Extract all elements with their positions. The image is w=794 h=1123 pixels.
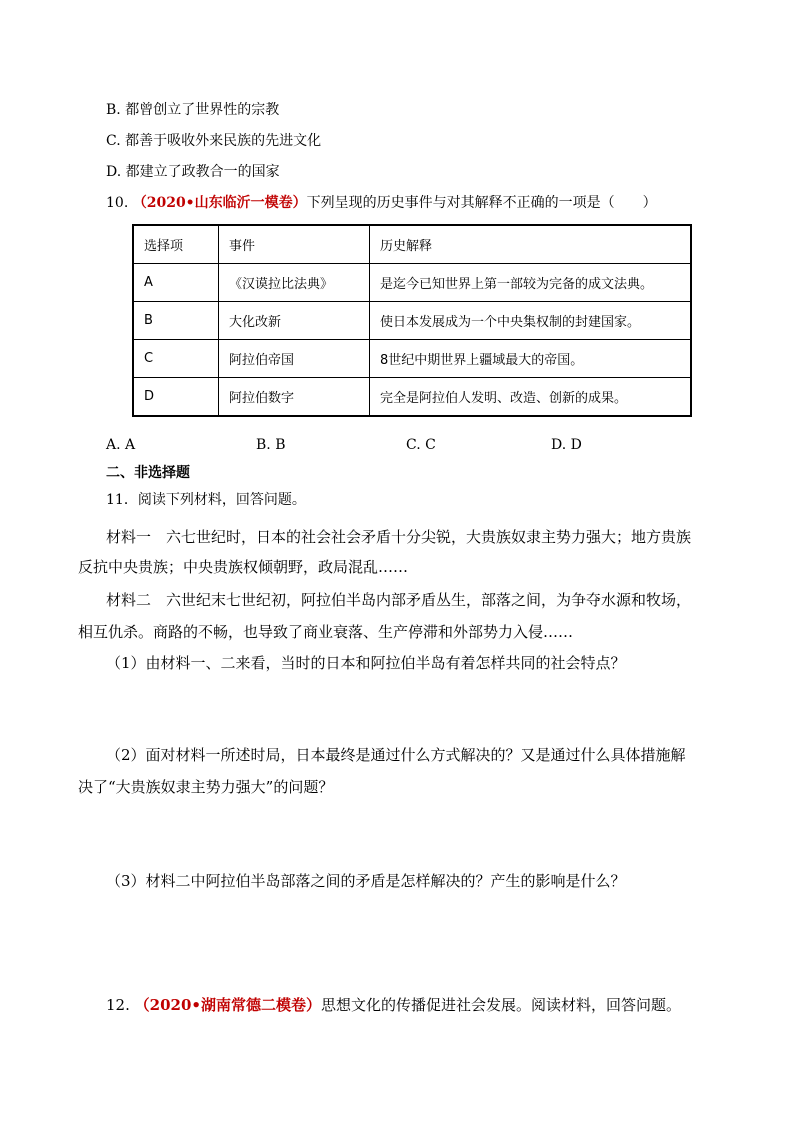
header-event: 事件 xyxy=(219,225,370,264)
table-row xyxy=(133,378,691,417)
q11-material1-line1: 材料一 六七世纪时，日本的社会社会矛盾十分尖锐，大贵族奴隶主势力强大；地方贵族 xyxy=(106,528,692,546)
row-option: C xyxy=(133,340,219,378)
q12-stem xyxy=(106,995,681,1015)
q10-question: 下列呈现的历史事件与对其解释不正确的一项是（ ） xyxy=(306,195,657,211)
answer-a: A. A xyxy=(106,437,136,453)
answer-d: D. D xyxy=(551,437,582,453)
q9-option-c: C. 都善于吸收外来民族的先进文化 xyxy=(106,133,322,149)
row-event: 大化改新 xyxy=(219,302,370,340)
row-explanation: 是迄今已知世界上第一部较为完备的成文法典。 xyxy=(370,264,692,302)
row-option: A xyxy=(133,264,219,302)
row-explanation: 8世纪中期世界上疆域最大的帝国。 xyxy=(370,340,692,378)
table-row xyxy=(133,264,691,302)
answer-c: C. C xyxy=(406,437,436,453)
q10-source: （2020•山东临沂一模卷） xyxy=(132,195,307,211)
table-row xyxy=(133,302,691,340)
row-explanation: 使日本发展成为一个中央集权制的封建国家。 xyxy=(370,302,692,340)
q11-sub3: （3）材料二中阿拉伯半岛部落之间的矛盾是怎样解决的？产生的影响是什么？ xyxy=(106,872,626,890)
header-explanation: 历史解释 xyxy=(370,225,692,264)
row-event: 阿拉伯数字 xyxy=(219,378,370,417)
section-title: 二、非选择题 xyxy=(106,465,190,481)
q10-table xyxy=(132,224,692,417)
q11-sub2-line1: （2）面对材料一所述时局，日本最终是通过什么方式解决的？又是通过什么具体措施解 xyxy=(106,746,686,764)
row-option: D xyxy=(133,378,219,417)
q11-stem: 11．阅读下列材料，回答问题。 xyxy=(106,492,306,508)
header-option: 选择项 xyxy=(133,225,219,264)
q11-sub1: （1）由材料一、二来看，当时的日本和阿拉伯半岛有着怎样共同的社会特点？ xyxy=(106,654,626,672)
q12-question: 思想文化的传播促进社会发展。阅读材料，回答问题。 xyxy=(320,996,681,1014)
answer-b: B. B xyxy=(256,437,286,453)
row-event: 《汉谟拉比法典》 xyxy=(219,264,370,302)
q12-number: 12. xyxy=(106,996,130,1014)
table-row xyxy=(133,340,691,378)
q10-stem xyxy=(106,193,657,213)
q9-option-d: D. 都建立了政教合一的国家 xyxy=(106,164,280,180)
q10-answer-options xyxy=(106,435,666,455)
q11-sub2-line2: 决了“大贵族奴隶主势力强大”的问题？ xyxy=(78,778,334,796)
q11-material1-line2: 反抗中央贵族；中央贵族权倾朝野，政局混乱…… xyxy=(78,558,409,576)
q11-material2-line2: 相互仇杀。商路的不畅，也导致了商业衰落、生产停滞和外部势力入侵…… xyxy=(78,623,574,641)
q12-source: （2020•湖南常德二模卷） xyxy=(134,996,321,1014)
q10-number: 10. xyxy=(106,195,129,211)
row-option: B xyxy=(133,302,219,340)
q9-option-b: B. 都曾创立了世界性的宗教 xyxy=(106,102,280,118)
table-header-row xyxy=(133,225,691,264)
row-event: 阿拉伯帝国 xyxy=(219,340,370,378)
row-explanation: 完全是阿拉伯人发明、改造、创新的成果。 xyxy=(370,378,692,417)
q11-material2-line1: 材料二 六世纪末七世纪初，阿拉伯半岛内部矛盾丛生，部落之间，为争夺水源和牧场， xyxy=(106,591,692,609)
